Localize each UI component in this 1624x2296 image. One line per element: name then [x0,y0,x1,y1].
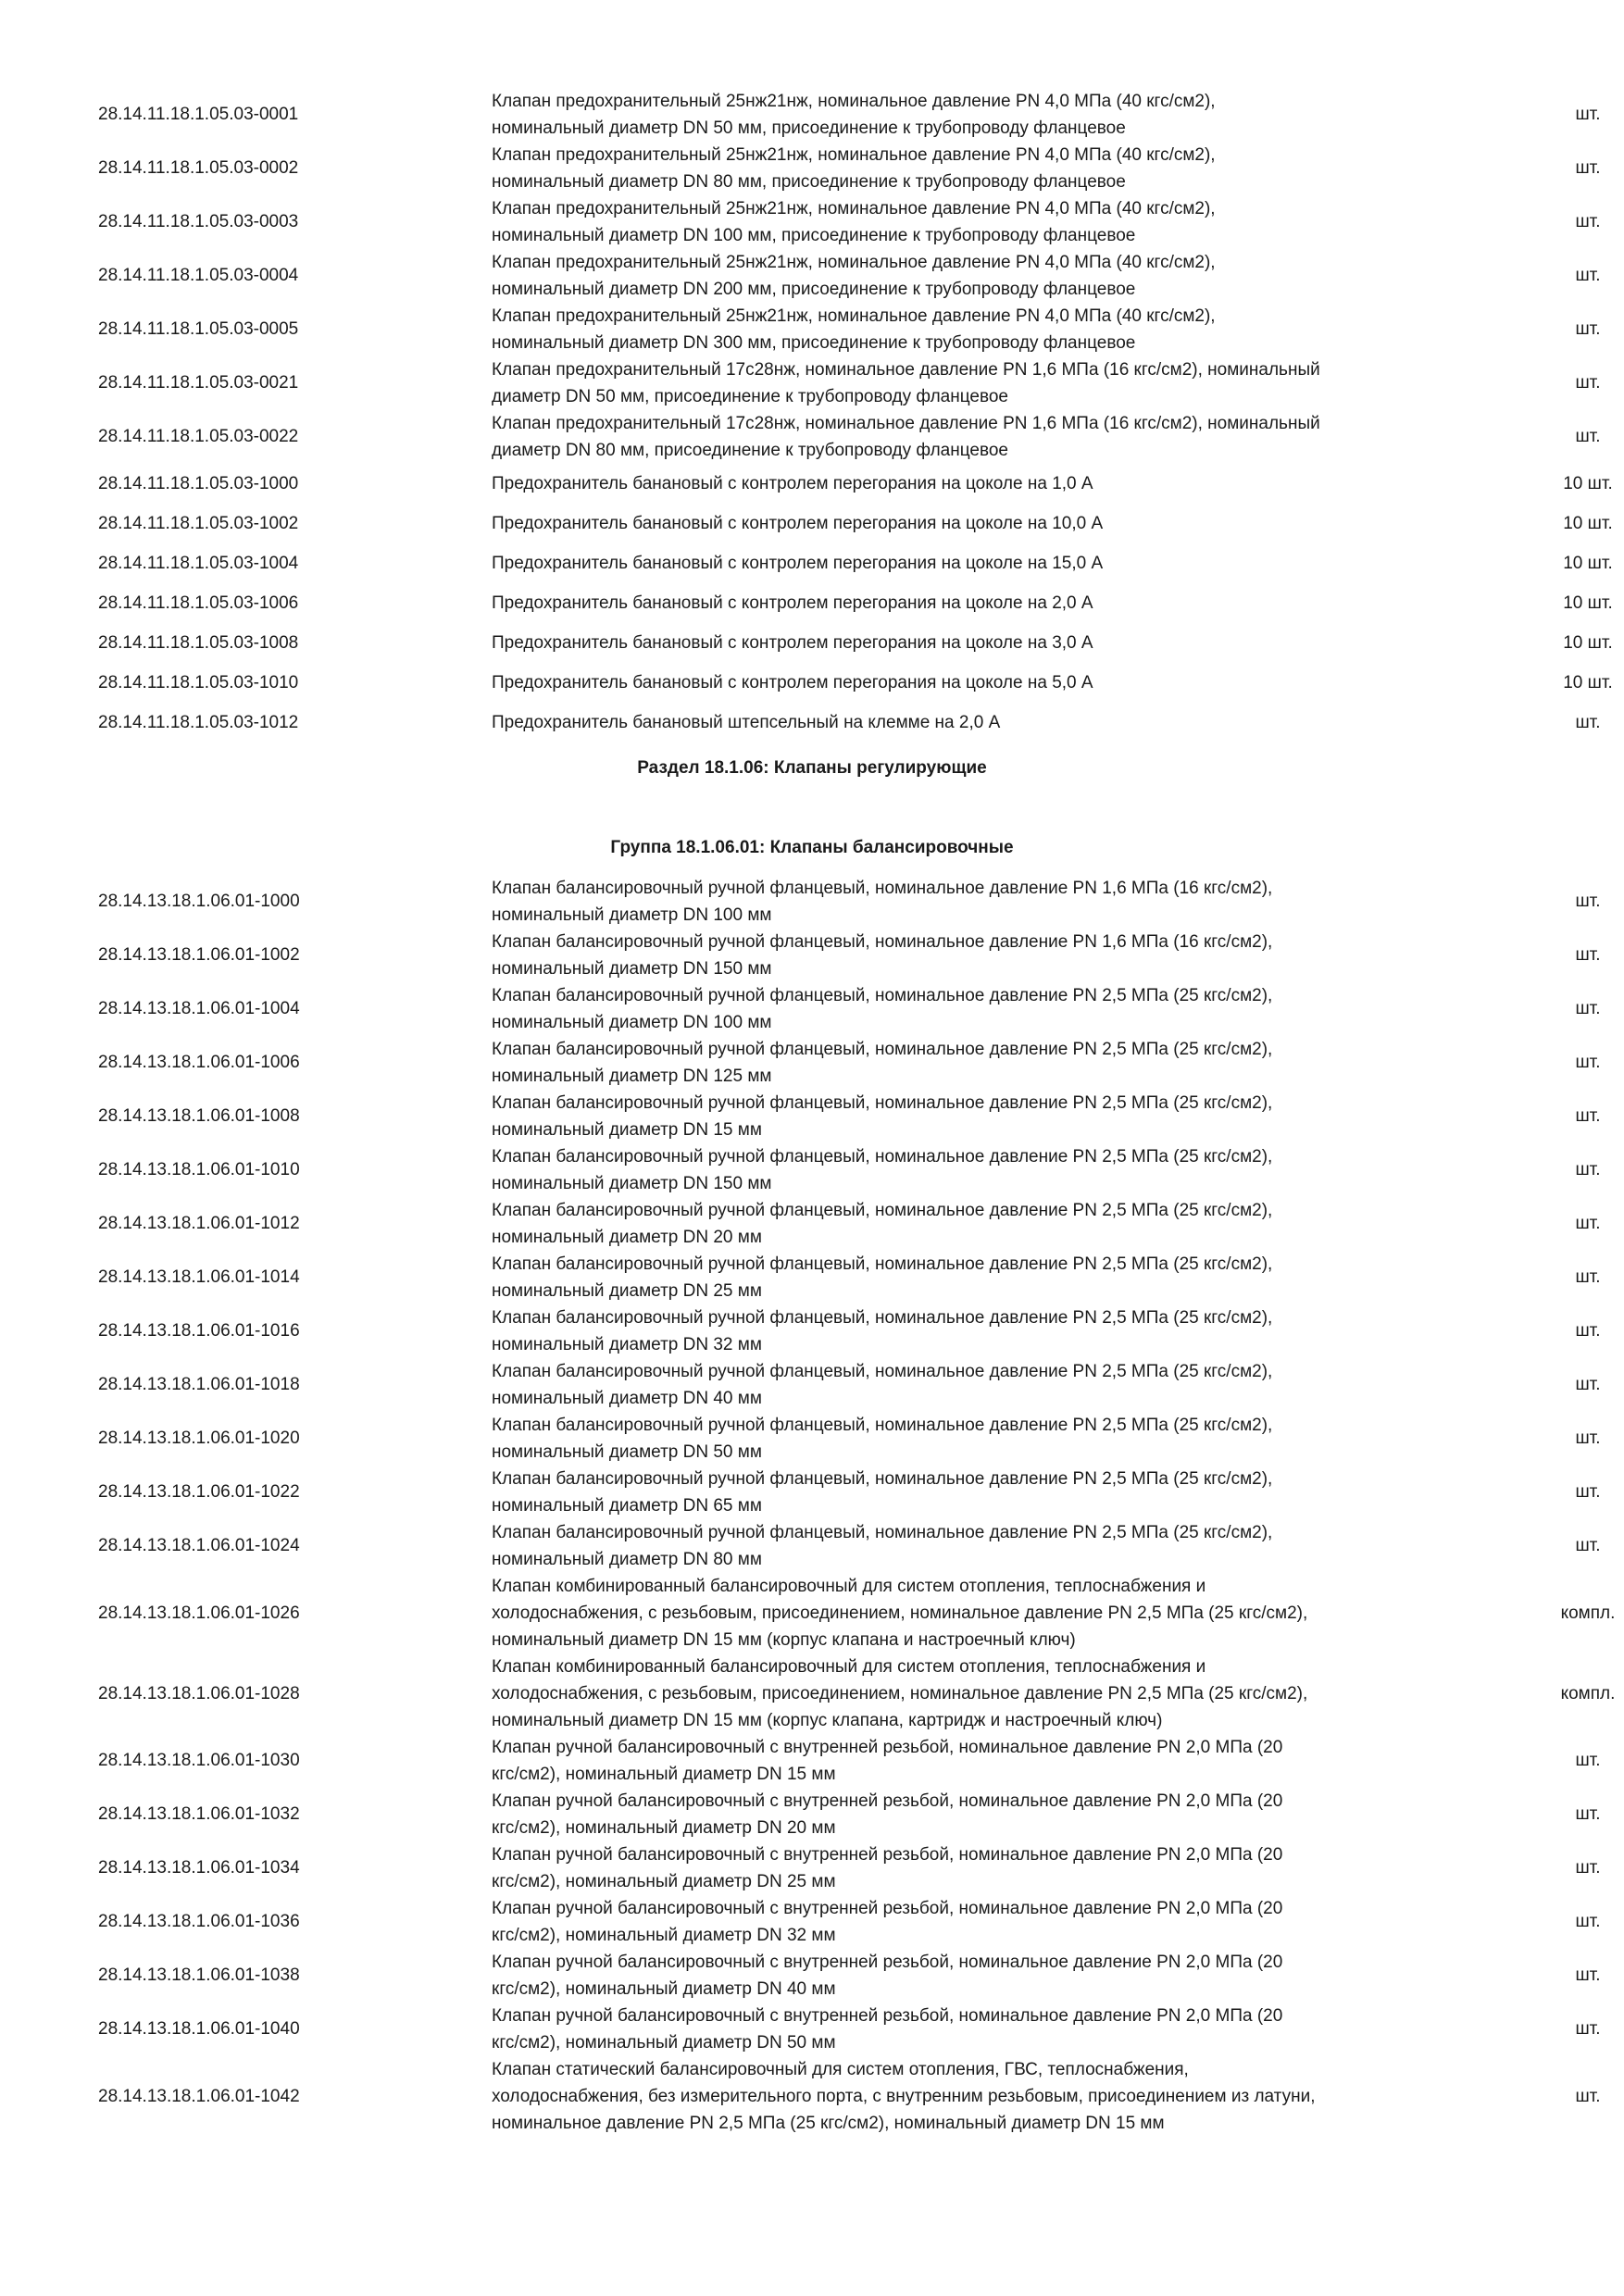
resource-code: 28.14.11.18.1.05.03-0004 [98,266,299,285]
unit-of-measure: 10 шт. [1563,553,1613,573]
resource-description: Клапан балансировочный ручной фланцевый, номинальное давление PN 2,5 МПа (25 кгс/см2), номинальный диаметр DN 80 мм [492,1523,1273,1569]
resource-code: 28.14.11.18.1.05.03-1002 [98,513,299,533]
resource-code: 28.14.11.18.1.05.03-1012 [98,712,299,732]
resource-code: 28.14.11.18.1.05.03-0003 [98,212,299,231]
table-row [0,1949,1624,2003]
unit-of-measure: шт. [1575,266,1601,285]
unit-of-measure: компл. [1560,1603,1616,1623]
resource-description: Клапан комбинированный балансировочный для систем отопления, теплоснабжения и холодоснабжения, с резьбовым, присоединением, номинальное давление PN 2,5 МПа (25 кгс/см2), номинальный диаметр DN 15 мм (корпус клапана и настроечный ключ) [492,1577,1308,1650]
resource-description: Предохранитель банановый с контролем перегорания на цоколе на 15,0 А [492,554,1104,573]
unit-of-measure: 10 шт. [1563,632,1613,653]
table-row [0,1090,1624,1143]
table-row [0,982,1624,1036]
resource-code: 28.14.11.18.1.05.03-1006 [98,593,299,613]
resource-code: 28.14.11.18.1.05.03-1004 [98,553,299,573]
resource-description: Клапан ручной балансировочный с внутренней резьбой, номинальное давление PN 2,0 МПа (20 кгс/см2), номинальный диаметр DN 50 мм [492,2006,1283,2053]
resource-code: 28.14.13.18.1.06.01-1020 [98,1429,300,1448]
resource-description: Предохранитель банановый с контролем перегорания на цоколе на 5,0 А [492,673,1093,693]
table-row [0,1841,1624,1895]
resource-code: 28.14.13.18.1.06.01-1022 [98,1482,300,1502]
resource-description: Клапан статический балансировочный для систем отопления, ГВС, теплоснабжения, холодоснабжения, без измерительного порта, с внутренним резьбовым, присоединением из латуни, номинальное давление PN 2,5 МПа (25 кгс/см2), номинальный диаметр DN 15 мм [492,2060,1316,2133]
table-row [0,410,1624,464]
unit-of-measure: компл. [1560,1683,1616,1703]
resource-code: 28.14.13.18.1.06.01-1032 [98,1804,300,1824]
unit-of-measure: шт. [1575,1482,1601,1502]
table-row [0,703,1624,742]
resource-code: 28.14.13.18.1.06.01-1002 [98,945,300,965]
resource-code: 28.14.13.18.1.06.01-1010 [98,1160,300,1179]
resource-description: Клапан балансировочный ручной фланцевый, номинальное давление PN 2,5 МПа (25 кгс/см2), номинальный диаметр DN 125 мм [492,1040,1273,1086]
unit-of-measure: шт. [1575,1375,1601,1394]
unit-of-measure: шт. [1575,712,1601,732]
table-row [0,875,1624,929]
table-row [0,142,1624,195]
resource-description: Клапан ручной балансировочный с внутренней резьбой, номинальное давление PN 2,0 МПа (20 кгс/см2), номинальный диаметр DN 15 мм [492,1738,1283,1784]
resource-code: 28.14.13.18.1.06.01-1012 [98,1214,300,1233]
resource-description: Предохранитель банановый с контролем перегорания на цоколе на 3,0 А [492,633,1093,653]
table-row [0,1358,1624,1412]
resource-description: Предохранитель банановый с контролем перегорания на цоколе на 1,0 А [492,474,1093,493]
resource-code: 28.14.13.18.1.06.01-1038 [98,1965,300,1985]
table-row [0,195,1624,249]
resource-code: 28.14.13.18.1.06.01-1040 [98,2019,300,2039]
unit-of-measure: шт. [1575,1804,1601,1824]
resource-description: Клапан предохранительный 25нж21нж, номинальное давление PN 4,0 МПа (40 кгс/см2), номинальный диаметр DN 300 мм, присоединение к трубопроводу фланцевое [492,306,1216,353]
resource-description: Клапан балансировочный ручной фланцевый, номинальное давление PN 1,6 МПа (16 кгс/см2), номинальный диаметр DN 150 мм [492,932,1273,979]
resource-description: Клапан ручной балансировочный с внутренней резьбой, номинальное давление PN 2,0 МПа (20 кгс/см2), номинальный диаметр DN 32 мм [492,1899,1283,1945]
table-row [0,504,1624,543]
resource-code: 28.14.13.18.1.06.01-1008 [98,1106,300,1126]
unit-of-measure: шт. [1575,1321,1601,1341]
table-row [0,1036,1624,1090]
table-row [0,1466,1624,1519]
resource-description: Клапан балансировочный ручной фланцевый, номинальное давление PN 2,5 МПа (25 кгс/см2), номинальный диаметр DN 150 мм [492,1147,1273,1193]
resource-code: 28.14.11.18.1.05.03-0022 [98,427,299,446]
unit-of-measure: шт. [1575,212,1601,231]
unit-of-measure: шт. [1575,999,1601,1018]
resource-description: Клапан предохранительный 25нж21нж, номинальное давление PN 4,0 МПа (40 кгс/см2), номинальный диаметр DN 50 мм, присоединение к трубопроводу фланцевое [492,92,1216,138]
unit-of-measure: шт. [1575,1965,1601,1985]
table-row [0,1895,1624,1949]
resource-code: 28.14.13.18.1.06.01-1006 [98,1053,300,1072]
resource-description: Клапан предохранительный 17с28нж, номинальное давление PN 1,6 МПа (16 кгс/см2), номинальный диаметр DN 80 мм, присоединение к трубопроводу фланцевое [492,414,1320,460]
unit-of-measure: 10 шт. [1563,513,1613,533]
unit-of-measure: шт. [1575,2019,1601,2039]
resource-code: 28.14.11.18.1.05.03-1010 [98,672,299,693]
unit-of-measure: 10 шт. [1563,672,1613,693]
resource-code: 28.14.13.18.1.06.01-1000 [98,892,300,911]
table-row [0,1143,1624,1197]
resource-description: Клапан балансировочный ручной фланцевый, номинальное давление PN 1,6 МПа (16 кгс/см2), номинальный диаметр DN 100 мм [492,879,1273,925]
table-row [0,929,1624,982]
table-row [0,1304,1624,1358]
resource-code: 28.14.13.18.1.06.01-1034 [98,1858,300,1878]
resource-description: Клапан предохранительный 17с28нж, номинальное давление PN 1,6 МПа (16 кгс/см2), номинальный диаметр DN 50 мм, присоединение к трубопроводу фланцевое [492,360,1320,406]
unit-of-measure: шт. [1575,319,1601,339]
table-row [0,88,1624,142]
table-row [0,1251,1624,1304]
group-heading: Группа 18.1.06.01: Клапаны балансировочные [610,838,1014,857]
resource-code: 28.14.13.18.1.06.01-1026 [98,1603,300,1623]
resource-description: Клапан балансировочный ручной фланцевый, номинальное давление PN 2,5 МПа (25 кгс/см2), номинальный диаметр DN 15 мм [492,1093,1273,1140]
table-row [0,356,1624,410]
resource-code: 28.14.13.18.1.06.01-1042 [98,2086,300,2106]
resource-description: Клапан балансировочный ручной фланцевый, номинальное давление PN 2,5 МПа (25 кгс/см2), номинальный диаметр DN 20 мм [492,1201,1273,1247]
table-row [0,1573,1624,1653]
unit-of-measure: шт. [1575,105,1601,124]
unit-of-measure: шт. [1575,1858,1601,1878]
resource-description: Клапан предохранительный 25нж21нж, номинальное давление PN 4,0 МПа (40 кгс/см2), номинальный диаметр DN 80 мм, присоединение к трубопроводу фланцевое [492,145,1216,192]
resource-code: 28.14.11.18.1.05.03-1000 [98,473,299,493]
table-row [0,663,1624,703]
resource-description: Клапан ручной балансировочный с внутренней резьбой, номинальное давление PN 2,0 МПа (20 кгс/см2), номинальный диаметр DN 25 мм [492,1845,1283,1891]
unit-of-measure: 10 шт. [1563,593,1613,613]
resource-code: 28.14.13.18.1.06.01-1004 [98,999,300,1018]
unit-of-measure: шт. [1575,1536,1601,1555]
unit-of-measure: шт. [1575,892,1601,911]
unit-of-measure: 10 шт. [1563,473,1613,493]
table-row [0,303,1624,356]
resource-description: Клапан предохранительный 25нж21нж, номинальное давление PN 4,0 МПа (40 кгс/см2), номинальный диаметр DN 100 мм, присоединение к трубопроводу фланцевое [492,199,1216,245]
table-row [0,1734,1624,1788]
resource-code: 28.14.13.18.1.06.01-1036 [98,1912,300,1931]
resource-description: Клапан балансировочный ручной фланцевый, номинальное давление PN 2,5 МПа (25 кгс/см2), номинальный диаметр DN 65 мм [492,1469,1273,1516]
unit-of-measure: шт. [1575,1214,1601,1233]
section-heading: Раздел 18.1.06: Клапаны регулирующие [637,758,987,778]
resource-code: 28.14.13.18.1.06.01-1028 [98,1683,300,1703]
table-row [0,1197,1624,1251]
table-row [0,1412,1624,1466]
unit-of-measure: шт. [1575,1429,1601,1448]
table-row [0,583,1624,623]
resource-description: Клапан ручной балансировочный с внутренней резьбой, номинальное давление PN 2,0 МПа (20 кгс/см2), номинальный диаметр DN 40 мм [492,1953,1283,1999]
unit-of-measure: шт. [1575,945,1601,965]
resource-code: 28.14.11.18.1.05.03-1008 [98,632,299,653]
table-row [0,1653,1624,1734]
unit-of-measure: шт. [1575,427,1601,446]
unit-of-measure: шт. [1575,1267,1601,1287]
table-row [0,464,1624,504]
resource-description: Предохранитель банановый с контролем перегорания на цоколе на 10,0 А [492,514,1104,533]
resource-code: 28.14.13.18.1.06.01-1018 [98,1375,300,1394]
table-row [0,249,1624,303]
resource-description: Клапан балансировочный ручной фланцевый, номинальное давление PN 2,5 МПа (25 кгс/см2), номинальный диаметр DN 25 мм [492,1254,1273,1301]
resource-description: Клапан балансировочный ручной фланцевый, номинальное давление PN 2,5 МПа (25 кгс/см2), номинальный диаметр DN 32 мм [492,1308,1273,1354]
resource-code: 28.14.13.18.1.06.01-1014 [98,1267,300,1287]
resource-description: Клапан балансировочный ручной фланцевый, номинальное давление PN 2,5 МПа (25 кгс/см2), номинальный диаметр DN 100 мм [492,986,1273,1032]
resource-description: Клапан комбинированный балансировочный для систем отопления, теплоснабжения и холодоснабжения, с резьбовым, присоединением, номинальное давление PN 2,5 МПа (25 кгс/см2), номинальный диаметр DN 15 мм (корпус клапана, картридж и настроечный ключ) [492,1657,1308,1730]
unit-of-measure: шт. [1575,1053,1601,1072]
price-list-page [0,88,1624,2137]
unit-of-measure: шт. [1575,1751,1601,1770]
resource-code: 28.14.13.18.1.06.01-1024 [98,1536,300,1555]
resource-description: Клапан ручной балансировочный с внутренней резьбой, номинальное давление PN 2,0 МПа (20 кгс/см2), номинальный диаметр DN 20 мм [492,1791,1283,1838]
table-row [0,543,1624,583]
resource-code: 28.14.13.18.1.06.01-1016 [98,1321,300,1341]
resource-description: Клапан предохранительный 25нж21нж, номинальное давление PN 4,0 МПа (40 кгс/см2), номинальный диаметр DN 200 мм, присоединение к трубопроводу фланцевое [492,253,1216,299]
table-row [0,623,1624,663]
table-row [0,1519,1624,1573]
resource-code: 28.14.11.18.1.05.03-0001 [98,105,299,124]
unit-of-measure: шт. [1575,373,1601,393]
table-row [0,2003,1624,2056]
table-row [0,2056,1624,2137]
resource-description: Клапан балансировочный ручной фланцевый, номинальное давление PN 2,5 МПа (25 кгс/см2), номинальный диаметр DN 50 мм [492,1416,1273,1462]
resource-description: Предохранитель банановый штепсельный на клемме на 2,0 А [492,713,1001,732]
resource-description: Клапан балансировочный ручной фланцевый, номинальное давление PN 2,5 МПа (25 кгс/см2), номинальный диаметр DN 40 мм [492,1362,1273,1408]
unit-of-measure: шт. [1575,2086,1601,2106]
unit-of-measure: шт. [1575,158,1601,178]
unit-of-measure: шт. [1575,1912,1601,1931]
resource-code: 28.14.11.18.1.05.03-0021 [98,373,299,393]
resource-code: 28.14.11.18.1.05.03-0005 [98,319,299,339]
table-row [0,1788,1624,1841]
unit-of-measure: шт. [1575,1106,1601,1126]
unit-of-measure: шт. [1575,1160,1601,1179]
resource-code: 28.14.11.18.1.05.03-0002 [98,158,299,178]
resource-description: Предохранитель банановый с контролем перегорания на цоколе на 2,0 А [492,593,1093,613]
resource-code: 28.14.13.18.1.06.01-1030 [98,1751,300,1770]
